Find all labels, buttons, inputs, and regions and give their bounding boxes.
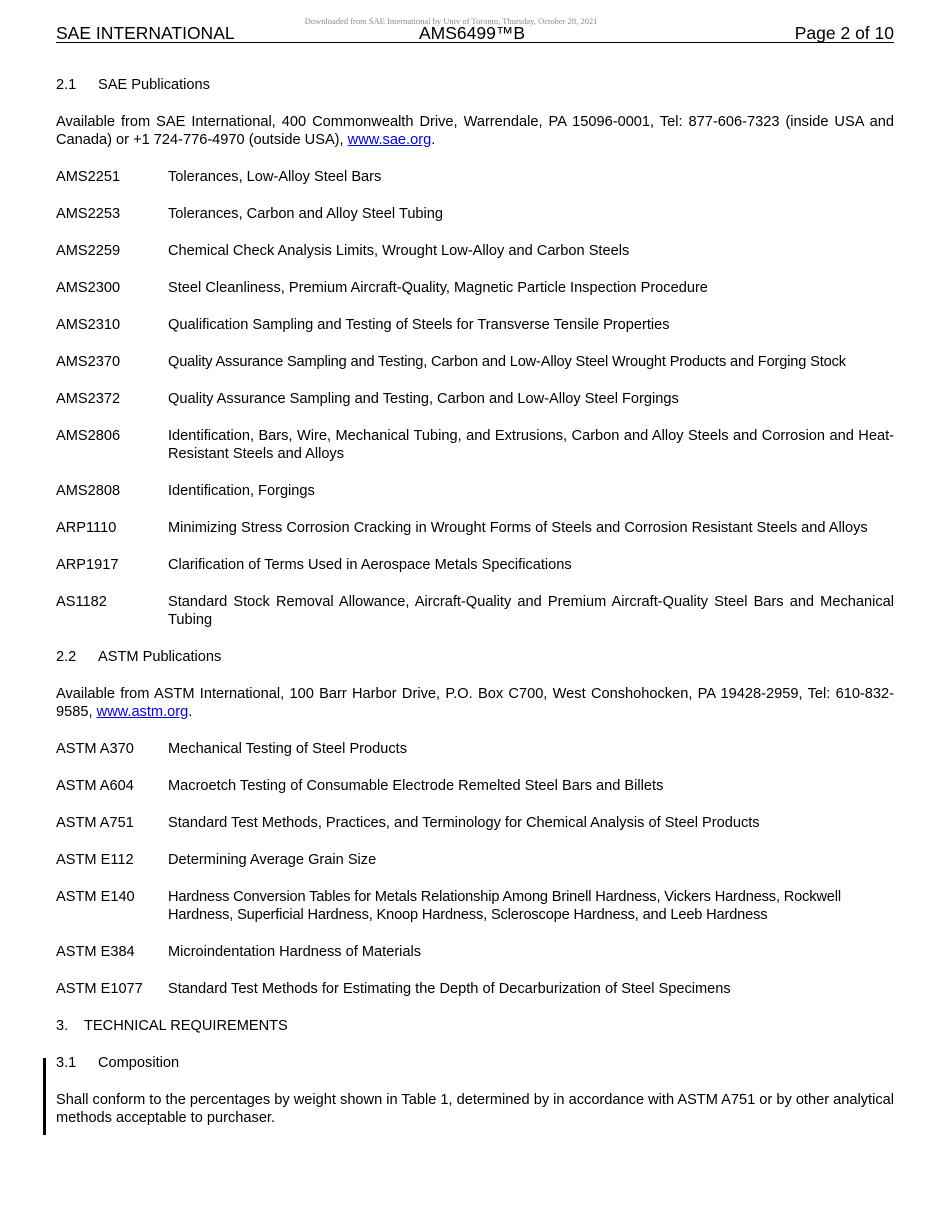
section-3-heading xyxy=(56,1017,894,1035)
reference-code: ASTM A604 xyxy=(56,778,134,794)
reference-entry xyxy=(56,242,894,260)
reference-title: Microindentation Hardness of Materials xyxy=(168,944,422,960)
section-title: ASTM Publications xyxy=(98,649,222,665)
header-page-number: Page 2 of 10 xyxy=(794,23,894,43)
reference-title: Standard Stock Removal Allowance, Aircraft-Quality and Premium Aircraft-Quality Steel Bars and Mechanical Tubing xyxy=(168,594,894,628)
reference-entry xyxy=(56,851,894,869)
sae-availability-paragraph xyxy=(56,113,894,149)
reference-code: AMS2806 xyxy=(56,428,121,444)
section-number: 2.1 xyxy=(56,77,77,93)
reference-title: Tolerances, Carbon and Alloy Steel Tubing xyxy=(168,206,444,222)
reference-entry xyxy=(56,740,894,758)
reference-entry xyxy=(56,593,894,629)
composition-paragraph: Shall conform to the percentages by weight shown in Table 1, determined by in accordance with ASTM A751 or by other analytical methods acceptable to purchaser. xyxy=(56,1092,894,1126)
availability-text: Available from ASTM International, 100 Barr Harbor Drive, P.O. Box C700, West Conshohocken, PA 19428-2959, Tel: 610-832-9585, xyxy=(56,686,894,720)
section-number: 3. xyxy=(56,1018,69,1034)
reference-code: ARP1110 xyxy=(56,520,117,536)
reference-title: Quality Assurance Sampling and Testing, Carbon and Low-Alloy Steel Wrought Products and Forging Stock xyxy=(168,354,846,370)
section-2-1-heading xyxy=(56,76,894,94)
reference-code: ASTM E112 xyxy=(56,852,134,868)
reference-code: AMS2310 xyxy=(56,317,121,333)
availability-text: Available from SAE International, 400 Commonwealth Drive, Warrendale, PA 15096-0001, Tel: 877-606-7323 (inside USA and Canada) or +1 724-776-4970 (outside USA), xyxy=(56,114,894,148)
reference-title: Standard Test Methods for Estimating the Depth of Decarburization of Steel Specimens xyxy=(168,981,731,997)
revision-change-bar xyxy=(43,1058,46,1135)
reference-entry xyxy=(56,814,894,832)
reference-title: Hardness Conversion Tables for Metals Relationship Among Brinell Hardness, Vickers Hardness, Rockwell Hardness, Superficial Hardness, Knoop Hardness, Scleroscope Hardness, and Leeb Hardness xyxy=(168,889,841,923)
reference-code: AMS2372 xyxy=(56,391,121,407)
reference-code: ASTM E384 xyxy=(56,944,135,960)
section-3-1-heading xyxy=(56,1054,894,1072)
astm-availability-paragraph xyxy=(56,685,894,721)
reference-title: Quality Assurance Sampling and Testing, Carbon and Low-Alloy Steel Forgings xyxy=(168,391,679,407)
astm-website-link[interactable]: www.astm.org xyxy=(96,704,189,720)
reference-title: Minimizing Stress Corrosion Cracking in Wrought Forms of Steels and Corrosion Resistant Steels and Alloys xyxy=(168,520,868,536)
reference-title: Identification, Bars, Wire, Mechanical Tubing, and Extrusions, Carbon and Alloy Steels and Corrosion and Heat-Resistant Steels and Alloys xyxy=(168,428,894,462)
header-document-id: AMS6499™B xyxy=(419,23,526,43)
reference-code: AMS2259 xyxy=(56,243,121,259)
reference-title: Steel Cleanliness, Premium Aircraft-Quality, Magnetic Particle Inspection Procedure xyxy=(168,280,708,296)
reference-entry xyxy=(56,980,894,998)
reference-entry xyxy=(56,556,894,574)
availability-period: . xyxy=(431,132,436,148)
reference-code: ASTM E140 xyxy=(56,889,135,905)
section-title: Composition xyxy=(98,1055,180,1071)
reference-title: Mechanical Testing of Steel Products xyxy=(168,741,408,757)
section-title: SAE Publications xyxy=(98,77,210,93)
reference-code: AMS2370 xyxy=(56,354,121,370)
reference-title: Qualification Sampling and Testing of Steels for Transverse Tensile Properties xyxy=(168,317,670,333)
reference-title: Standard Test Methods, Practices, and Terminology for Chemical Analysis of Steel Products xyxy=(168,815,760,831)
download-watermark: Downloaded from SAE International by Univ of Toronto, Thursday, October 28, 2021 xyxy=(304,16,598,26)
reference-title: Chemical Check Analysis Limits, Wrought Low-Alloy and Carbon Steels xyxy=(168,243,630,259)
section-title: TECHNICAL REQUIREMENTS xyxy=(84,1018,288,1034)
section-number: 3.1 xyxy=(56,1055,77,1071)
reference-entry xyxy=(56,316,894,334)
reference-code: AMS2251 xyxy=(56,169,121,185)
reference-entry xyxy=(56,519,894,537)
reference-code: AMS2808 xyxy=(56,483,121,499)
reference-entry xyxy=(56,427,894,463)
reference-code: ASTM E1077 xyxy=(56,981,143,997)
reference-code: AMS2253 xyxy=(56,206,121,222)
page-header xyxy=(56,22,894,43)
reference-entry xyxy=(56,482,894,500)
reference-title: Determining Average Grain Size xyxy=(168,852,377,868)
reference-entry xyxy=(56,943,894,961)
reference-code: AS1182 xyxy=(56,594,107,610)
reference-code: ARP1917 xyxy=(56,557,119,573)
reference-code: ASTM A751 xyxy=(56,815,134,831)
document-body xyxy=(56,76,894,1146)
reference-title: Macroetch Testing of Consumable Electrode Remelted Steel Bars and Billets xyxy=(168,778,664,794)
reference-entry xyxy=(56,279,894,297)
reference-entry xyxy=(56,168,894,186)
reference-entry xyxy=(56,888,894,924)
section-number: 2.2 xyxy=(56,649,77,665)
reference-title: Tolerances, Low-Alloy Steel Bars xyxy=(168,169,382,185)
reference-code: AMS2300 xyxy=(56,280,121,296)
reference-code: ASTM A370 xyxy=(56,741,134,757)
reference-entry xyxy=(56,205,894,223)
reference-entry xyxy=(56,777,894,795)
availability-period: . xyxy=(188,704,193,720)
sae-website-link[interactable]: www.sae.org xyxy=(347,132,432,148)
reference-title: Clarification of Terms Used in Aerospace Metals Specifications xyxy=(168,557,572,573)
reference-entry xyxy=(56,390,894,408)
section-2-2-heading xyxy=(56,648,894,666)
reference-entry xyxy=(56,353,894,371)
reference-title: Identification, Forgings xyxy=(168,483,315,499)
header-organization: SAE INTERNATIONAL xyxy=(56,23,235,43)
